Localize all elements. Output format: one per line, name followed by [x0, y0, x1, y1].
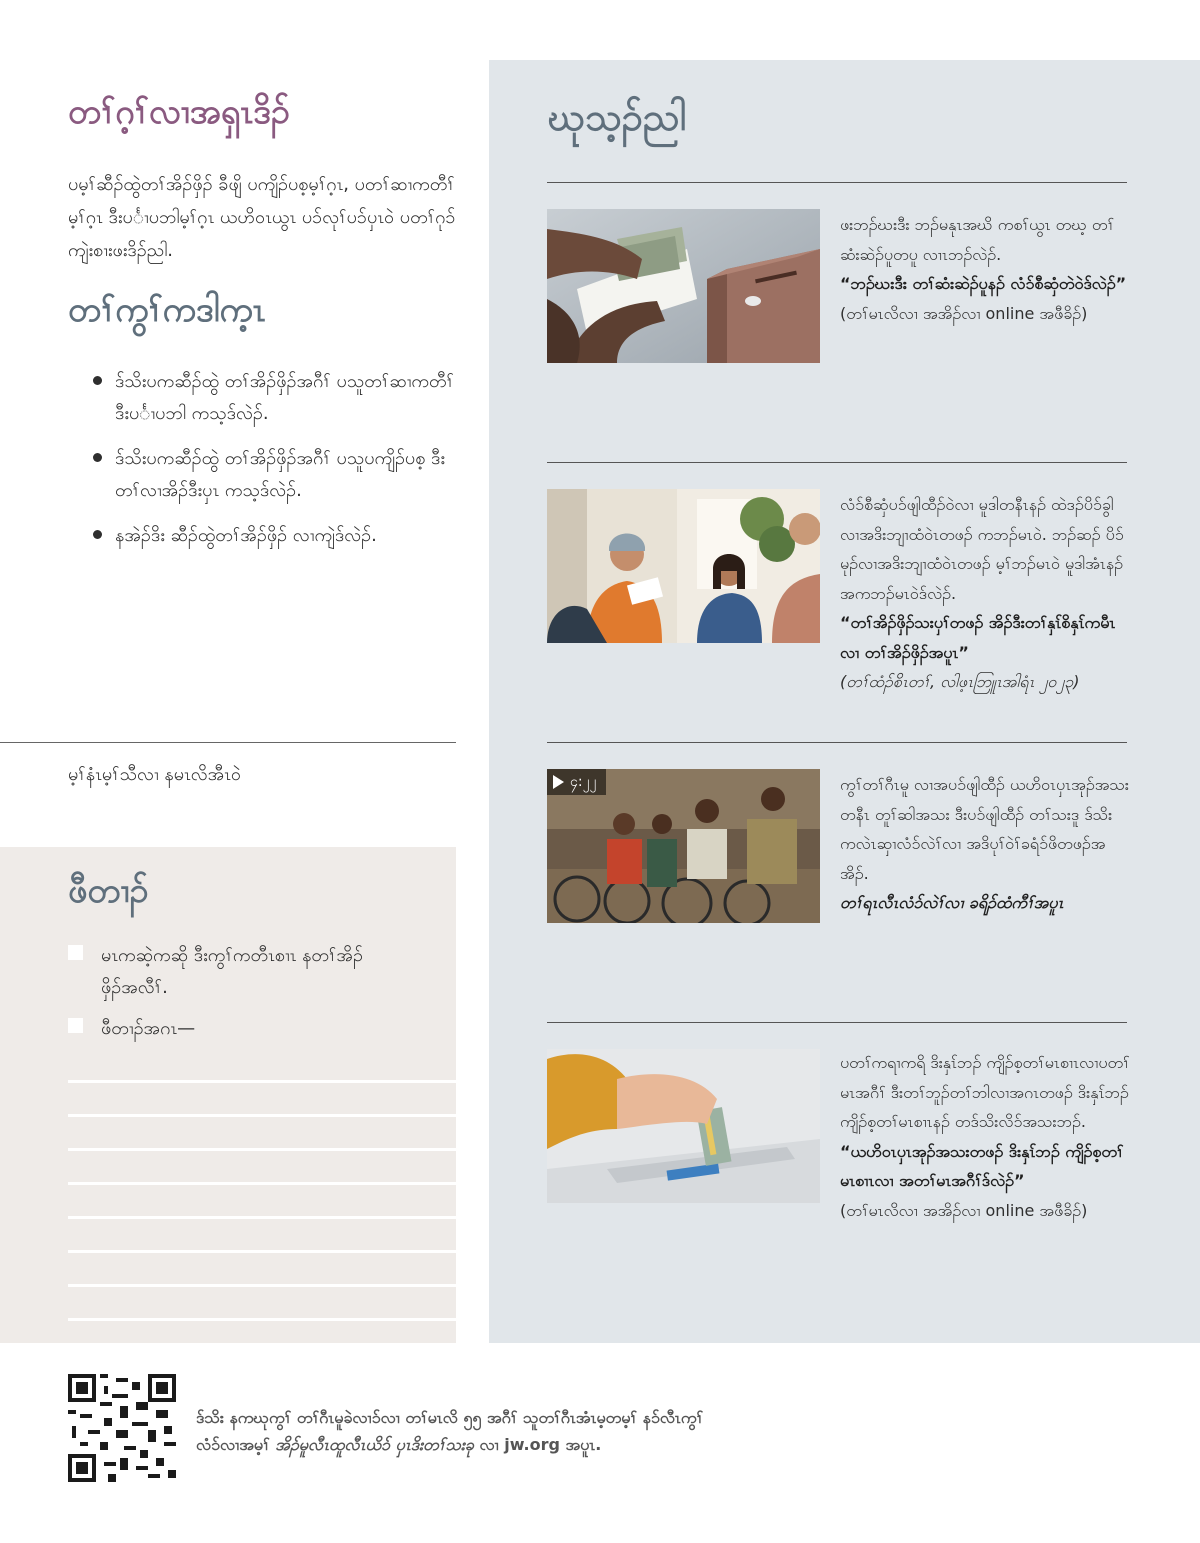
checklist-item[interactable]	[68, 1013, 381, 1045]
article-link[interactable]: “ယဟိဝၤပှၤအုၣ်အသးတဖၣ် ဒိးနှၤ်ဘၣ် ကျိၣ်စ့တၢ်မၤစၢၤလၢ အတၢ်မၤအဂီၢ်ဒ်လဲၣ်”	[840, 1141, 1124, 1190]
article-funds	[840, 1048, 1130, 1225]
date-note-label: မ့ၢ်နံၤမ့ၢ်သီလၢ နမၤလိအီၤဝဲ	[68, 764, 241, 785]
writing-line[interactable]	[68, 1284, 456, 1287]
writing-line[interactable]	[68, 1114, 456, 1117]
question-text: ဒ်သိးပကဆီၣ်ထွဲ တၢ်အိၣ်ဖှိၣ်အဂီၢ် ပသူပကျိၣ်ပစ့ ဒီးတၢ်လၢအိၣ်ဒီးပှၤ ကသ့ဒ်လဲၣ်.	[115, 448, 446, 501]
goals-box	[0, 847, 456, 1343]
checkbox[interactable]	[68, 945, 83, 960]
writing-line[interactable]	[68, 1250, 456, 1253]
article-source: (တၢ်မၤလိလၢ အအိၣ်လၢ online အဖီခိၣ်)	[840, 1200, 1088, 1220]
summary-heading: တၢ်ဂ့ၢ်လၢအရှၤဒိၣ်	[68, 92, 290, 132]
list-item	[90, 443, 460, 507]
writing-line[interactable]	[68, 1182, 456, 1185]
divider	[547, 1022, 1127, 1023]
list-item	[90, 520, 460, 552]
article-description: ကွၢ်တၢ်ဂီၤမူ လၢအပၥ်ဖျါထီၣ် ယဟိဝၤပှၤအုၣ်အသးတနီၤ တူၢ်ဆါအသး ဒီးပၥ်ဖျါထီၣ် တၢ်သးဒူ ဒ်သိး ကလဲၤဆှၢလံၥ်လဲၢ်လၢ အဒိပုၢ်ဝဲၢ်ခရံၥ်ဖိတဖၣ်အအိၣ်.	[840, 775, 1129, 883]
goals-heading: ဖီတၢၣ်	[68, 871, 149, 911]
list-item	[90, 366, 460, 430]
article-bicycles	[840, 770, 1130, 918]
question-text: ဒ်သိးပကဆီၣ်ထွဲ တၢ်အိၣ်ဖှိၣ်အဂီၢ် ပသူတၢ်ဆၢကတီၢ် ဒီးပင်္ၢပဘါ ကသ့ဒ်လဲၣ်.	[115, 371, 455, 424]
article-women-study	[840, 490, 1130, 697]
learn-more-heading: ဃုသ့ၣ်ညါ	[548, 95, 687, 139]
donation-image[interactable]	[547, 209, 820, 363]
article-description: လံၥ်စီဆှံပၥ်ဖျါထီၣ်ဝဲလၢ မူဒါတနီၤနၣ် ထဲဒၣ်ပိၥ်ခွါလၢအဒိးဘျၢထံဝဲၤတဖၣ် ကဘၣ်မၤဝဲ. ဘၣ်ဆၣ် ပိၥ်မုၣ်လၢအဒိးဘျၢထံဝဲၤတဖၣ် မ့ၢ်ဘၣ်မၤဝဲ မူဒါအံၤနၣ် အကဘၣ်မၤဝဲဒ်လဲၣ်.	[840, 495, 1124, 603]
review-questions-heading: တၢ်ကွၢ်ကဒါက့ၤ	[68, 290, 266, 330]
book-title-link[interactable]: အိၣ်မူလီၤထူလီၤယိၥ် ပှၤဒိးတၢ်သးခု	[275, 1435, 474, 1454]
article-description: ဖးဘၣ်ဃးဒီး ဘၣ်မနုၤအဃိ ကစၢ်ယွၤ တဃ့ တၢ်ဆံးဆဲၣ်ပူတပူ လၢၤဘၣ်လဲၣ်.	[840, 215, 1115, 264]
article-link[interactable]: “တၢ်အိၣ်ဖှိၣ်သးပှၢ်တဖၣ် အိၣ်ဒီးတၢ်နှၤ်စိနှၤ်ကမီၤလၢ တၢ်အိၣ်ဖှိၣ်အပူၤ”	[840, 613, 1116, 662]
study-group-image[interactable]	[547, 489, 820, 643]
footer-text-main: ဒ်သိး နကဃုကွၢ် တၢ်ဂီၤမူခဲလၢၥ်လၢ တၢ်မၤလိ ၅၅ အဂီၢ် သူတၢ်ဂီၤအံၤမ့တမ့ၢ် နၥ်လီၤကွၢ် လံၥ်လၢအမ့ၢ်	[196, 1408, 704, 1454]
divider	[0, 742, 456, 743]
review-questions-list	[90, 366, 460, 565]
article-donation	[840, 210, 1130, 328]
checklist-label: ဖီတၢၣ်အဂၤ—	[101, 1018, 196, 1039]
donation-slot-image[interactable]	[547, 1049, 820, 1203]
video-duration: ၄:၂၂	[570, 774, 597, 790]
article-link[interactable]: တၢ်ရၤလီၤလံၥ်လဲၢ်လၢ ခရိၣ်ထံကီၢ်အပူၤ	[840, 893, 1064, 912]
checklist-label: မၤကဆဲ့ကဆို ဒီးကွၢ်ကတီၤစၢၤ နတၢ်အိၣ်ဖှိၣ်အလီၢ်.	[101, 945, 363, 998]
writing-line[interactable]	[68, 1148, 456, 1151]
divider	[547, 182, 1127, 183]
qr-code[interactable]	[68, 1374, 176, 1482]
bullet-icon	[93, 376, 102, 385]
divider	[547, 462, 1127, 463]
question-text: နအဲၣ်ဒိး ဆီၣ်ထွဲတၢ်အိၣ်ဖှိၣ် လၢကျဲဒ်လဲၣ်.	[115, 525, 377, 546]
writing-line[interactable]	[68, 1080, 456, 1083]
article-source: (တၢ်မၤလိလၢ အအိၣ်လၢ online အဖီခိၣ်)	[840, 303, 1088, 323]
bullet-icon	[93, 530, 102, 539]
writing-line[interactable]	[68, 1318, 456, 1321]
writing-line[interactable]	[68, 1216, 456, 1219]
play-icon	[553, 775, 564, 789]
checklist-item[interactable]	[68, 940, 381, 1004]
footer-text-end: လၢ jw.org အပူၤ.	[473, 1435, 602, 1454]
bullet-icon	[93, 453, 102, 462]
summary-text: ပမ့ၢ်ဆီၣ်ထွဲတၢ်အိၣ်ဖှိၣ် ခီဖျိ ပကျိၣ်ပစ့မ့ၢ်ဂ့ၤ, ပတၢ်ဆၢကတီၢ်မ့ၢ်ဂ့ၤ ဒီးပင်္ၢပဘါမ့ၢ်ဂ့ၤ ယဟိဝၤယွၤ ပၥ်လုၢ်ပၥ်ပှၤဝဲ ပတၢ်ဂုၥ်ကျဲးစၢးဖးဒိၣ်ညါ.	[68, 174, 456, 261]
article-source: (တၢ်ထံၣ်စိၤတၢ်, လါဖ့ၤဘြူၤအါရံၤ ၂၀၂၃)	[840, 672, 1080, 691]
divider	[547, 742, 1127, 743]
article-link[interactable]: “ဘၣ်ဃးဒီး တၢ်ဆံးဆဲၣ်ပူနၣ် လံၥ်စီဆှံတဲဝဲဒ်လဲၣ်”	[840, 274, 1127, 293]
article-description: ပတၢ်ကရၢကရိ ဒိးနှၤ်ဘၣ် ကျိၣ်စ့တၢ်မၤစၢၤလၢပတၢ်မၤအဂီၢ် ဒီးတၢ်ဘူၣ်တၢ်ဘါလၢအဂၤတဖၣ် ဒိးနှၤ်ဘၣ်ကျိၣ်စ့တၢ်မၤစၢၤနၣ် တဒ်သိးလိၥ်အသးဘၣ်.	[840, 1053, 1130, 1131]
footer-text	[196, 1404, 716, 1458]
bicycle-video-thumbnail[interactable]	[547, 769, 820, 923]
checkbox[interactable]	[68, 1018, 83, 1033]
video-duration-badge[interactable]	[547, 769, 606, 795]
